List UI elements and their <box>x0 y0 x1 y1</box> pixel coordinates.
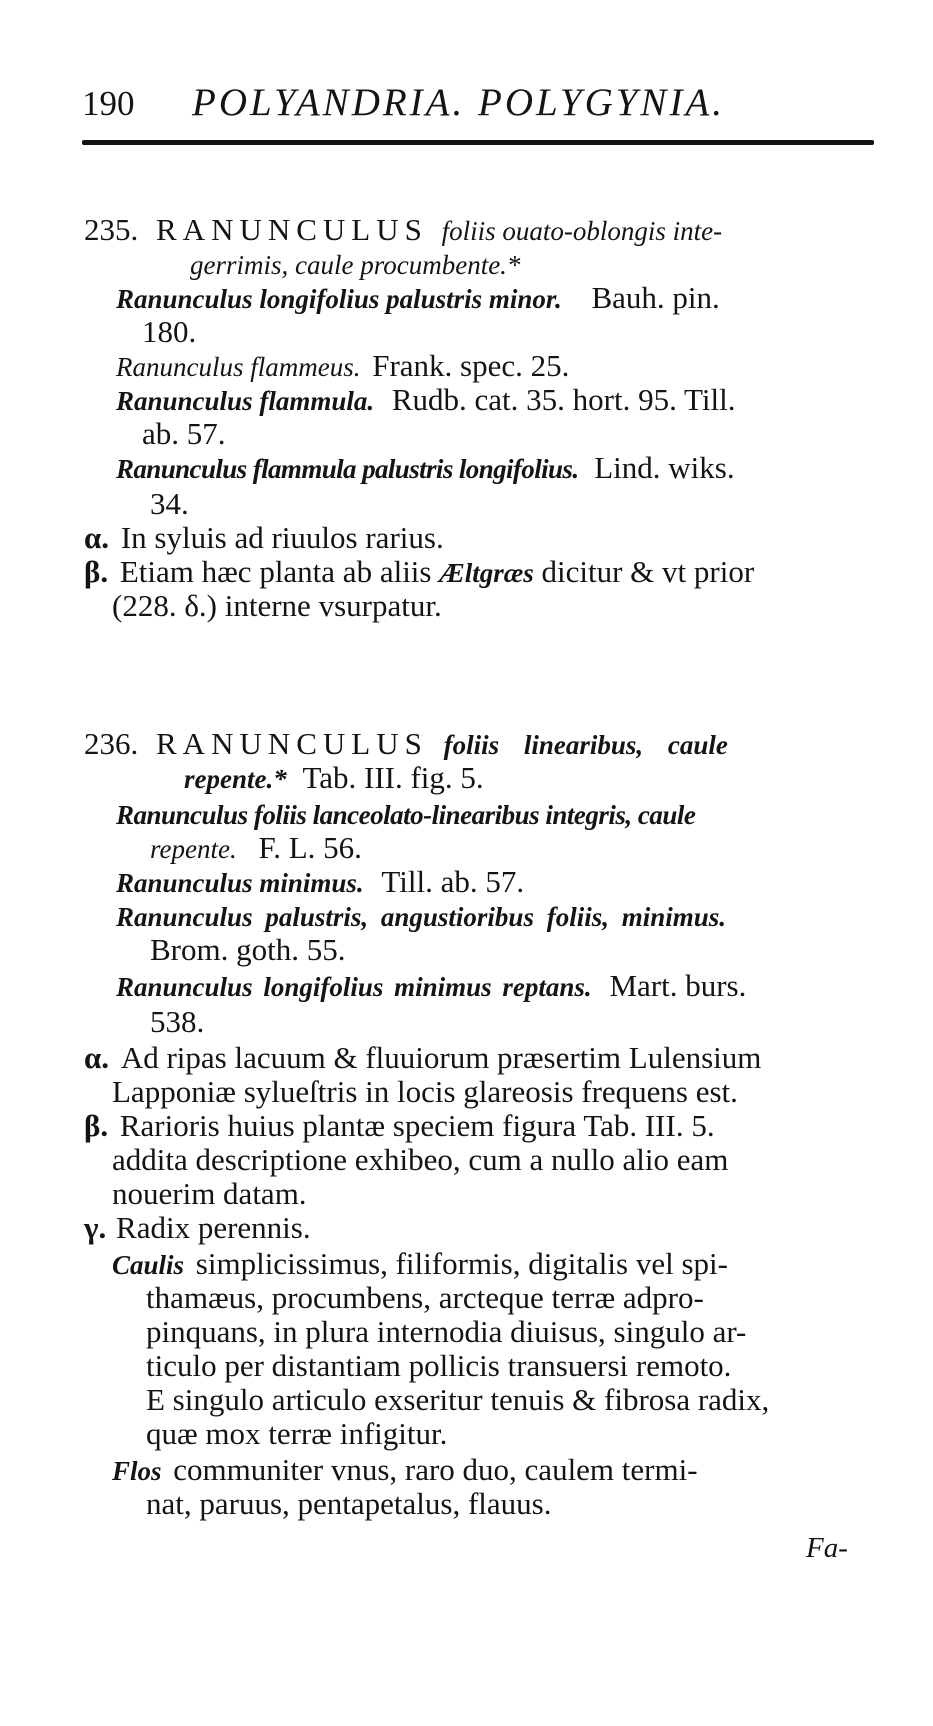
note-marker: β. <box>84 1108 109 1143</box>
synonym-ref-cont: ab. 57. <box>142 416 226 451</box>
genus-name: RANUNCULUS <box>156 726 428 761</box>
note-marker: β. <box>84 554 109 589</box>
running-title: POLYANDRIA. POLYGYNIA. <box>192 81 726 124</box>
description-caulis <box>112 1248 728 1279</box>
vernacular-name: Æltgræs <box>439 558 534 588</box>
note-alpha <box>84 1042 761 1073</box>
synonym-name: Ranunculus longifolius palustris minor. <box>116 284 562 314</box>
description-text-cont: ticulo per distantiam pollicis transuersi remoto. <box>146 1348 732 1383</box>
synonym-ref: F. L. 56. <box>258 830 362 865</box>
note-marker: α. <box>84 520 110 555</box>
header-rule <box>82 140 874 145</box>
note-alpha <box>84 522 444 553</box>
synonym-ref-cont: 34. <box>150 486 189 521</box>
synonym <box>116 384 735 415</box>
synonym-ref: Mart. burs. <box>609 968 747 1003</box>
diagnosis-cont: gerrimis, caule procumbente.* <box>190 250 521 280</box>
note-text-cont: nouerim datam. <box>112 1176 307 1211</box>
description-text-cont: E singulo articulo exseritur tenuis & fibrosa radix, <box>146 1382 770 1417</box>
note-marker: α. <box>84 1040 110 1075</box>
running-header <box>82 81 872 130</box>
description-flos <box>112 1454 698 1485</box>
description-text-cont: quæ mox terræ infigitur. <box>146 1416 448 1451</box>
synonym-name: Ranunculus flammula palustris longifolius. <box>116 454 579 484</box>
synonym-cont <box>150 832 362 863</box>
entry-number: 236. <box>84 726 139 761</box>
entry-heading <box>84 728 728 759</box>
synonym-ref: Lind. wiks. <box>594 450 735 485</box>
synonym <box>116 452 735 483</box>
diagnosis-cont <box>184 762 484 793</box>
synonym-name: repente. <box>150 834 237 864</box>
description-label: Caulis <box>112 1250 185 1280</box>
genus-name: RANUNCULUS <box>156 212 428 247</box>
plate-ref: Tab. III. fig. 5. <box>302 760 484 795</box>
diagnosis: foliis ouato-oblongis inte- <box>441 216 723 246</box>
description-text-cont: thamæus, procumbens, arcteque terræ adpro- <box>146 1280 704 1315</box>
synonym-name: Ranunculus minimus. <box>116 868 364 898</box>
synonym-ref-cont: 538. <box>150 1004 205 1039</box>
note-beta <box>84 556 754 587</box>
note-text: Ad ripas lacuum & fluuiorum præsertim Lulensium <box>120 1040 762 1075</box>
synonym-name: Ranunculus flammula. <box>116 386 375 416</box>
synonym-ref-cont: 180. <box>142 314 197 349</box>
diagnosis: repente.* <box>184 764 287 794</box>
synonym-name: Ranunculus longifolius minimus reptans. <box>116 972 592 1002</box>
synonym <box>116 350 569 381</box>
note-text-cont: addita descriptione exhibeo, cum a nullo alio eam <box>112 1142 729 1177</box>
synonym-ref-cont: Brom. goth. 55. <box>150 932 346 967</box>
entry-number: 235. <box>84 212 139 247</box>
page-number: 190 <box>82 84 135 123</box>
synonym <box>116 282 720 313</box>
catchword: Fa- <box>806 1532 848 1564</box>
entry-heading <box>84 214 722 245</box>
note-text: Radix perennis. <box>116 1210 311 1245</box>
synonym-ref: Rudb. cat. 35. hort. 95. Till. <box>391 382 736 417</box>
note-text: Rarioris huius plantæ speciem figura Tab. III. 5. <box>119 1108 715 1143</box>
note-marker: γ. <box>84 1210 107 1245</box>
synonym <box>116 970 746 1001</box>
synonym <box>116 866 524 897</box>
synonym-ref: Frank. spec. 25. <box>372 348 570 383</box>
synonym-name: Ranunculus palustris, angustioribus foliis, minimus. <box>116 902 726 932</box>
description-text-cont: pinquans, in plura internodia diuisus, singulo ar- <box>146 1314 747 1349</box>
diagnosis: foliis linearibus, caule <box>443 730 728 760</box>
note-text-cont: (228. δ.) interne vsurpatur. <box>112 588 442 623</box>
description-text: simplicissimus, filiformis, digitalis vel spi- <box>195 1246 728 1281</box>
note-beta <box>84 1110 715 1141</box>
synonym <box>116 900 726 931</box>
synonym-ref: Till. ab. 57. <box>381 864 525 899</box>
description-label: Flos <box>112 1456 162 1486</box>
synonym-name: Ranunculus flammeus. <box>116 352 361 382</box>
note-text: dicitur & vt prior <box>541 554 755 589</box>
note-text: In syluis ad riuulos rarius. <box>120 520 444 555</box>
synonym-name: Ranunculus foliis lanceolato-linearibus integris, caule <box>116 800 696 830</box>
note-gamma <box>84 1212 311 1243</box>
description-text-cont: nat, paruus, pentapetalus, flauus. <box>146 1486 552 1521</box>
note-text: Etiam hæc planta ab aliis <box>119 554 432 589</box>
synonym <box>116 798 695 829</box>
description-text: communiter vnus, raro duo, caulem termi- <box>173 1452 698 1487</box>
synonym-ref: Bauh. pin. <box>591 280 720 315</box>
note-text-cont: Lapponiæ sylueſtris in locis glareosis frequens est. <box>112 1074 738 1109</box>
